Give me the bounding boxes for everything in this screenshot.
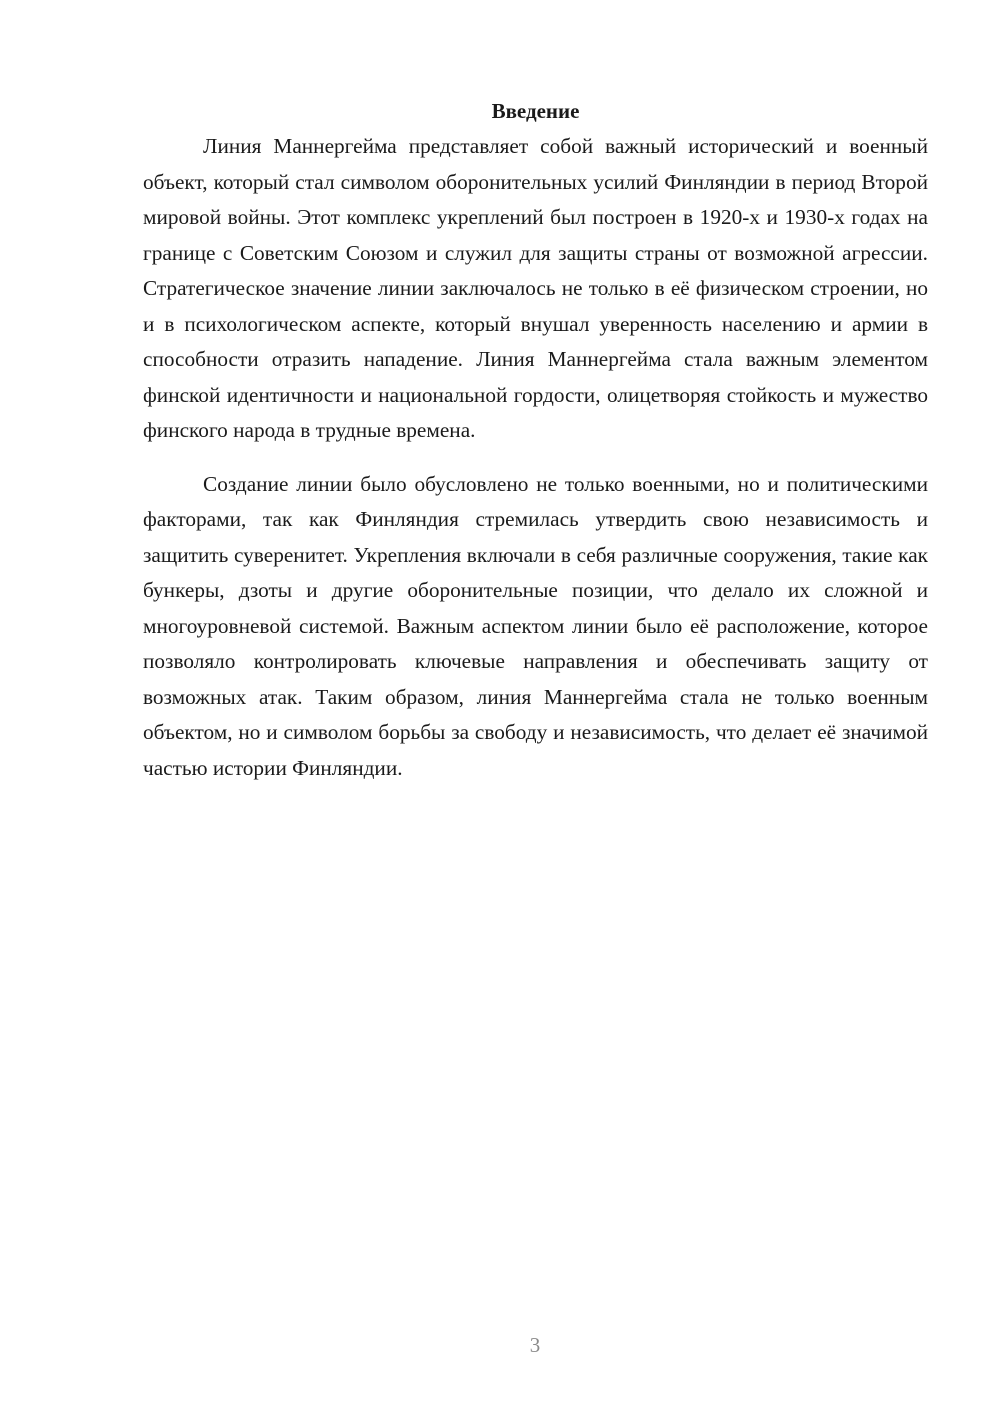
paragraph-2: Создание линии было обусловлено не только военными, но и политическими факторами, так как Финляндия стремилась утвердить свою независимость и защитить суверенитет. Укрепления включали в себя различные сооружения, такие как бункеры, дзоты и другие оборонительные позиции, что делало их сложной и многоуровневой системой. Важным аспектом линии было её расположение, которое позволяло контролировать ключевые направления и обеспечивать защиту от возможных атак. Таким образом, линия Маннергейма стала не только военным объектом, но и символом борьбы за свободу и независимость, что делает её значимой частью истории Финляндии. <box>143 471 928 780</box>
paragraph-1: Линия Маннергейма представляет собой важный исторический и военный объект, который стал символом оборонительных усилий Финляндии в период Второй мировой войны. Этот комплекс укреплений был построен в 1920-х и 1930-х годах на границе с Советским Союзом и служил для защиты страны от возможной агрессии. Стратегическое значение линии заключалось не только в её физическом строении, но и в психологическом аспекте, который внушал уверенность населению и армии в способности отразить нападение. Линия Маннергейма стала важным элементом финской идентичности и национальной гордости, олицетворяя стойкость и мужество финского народа в трудные времена. <box>143 134 928 442</box>
page-content <box>143 96 928 786</box>
section-heading: Введение <box>491 99 580 123</box>
page-number: 3 <box>529 1333 541 1357</box>
